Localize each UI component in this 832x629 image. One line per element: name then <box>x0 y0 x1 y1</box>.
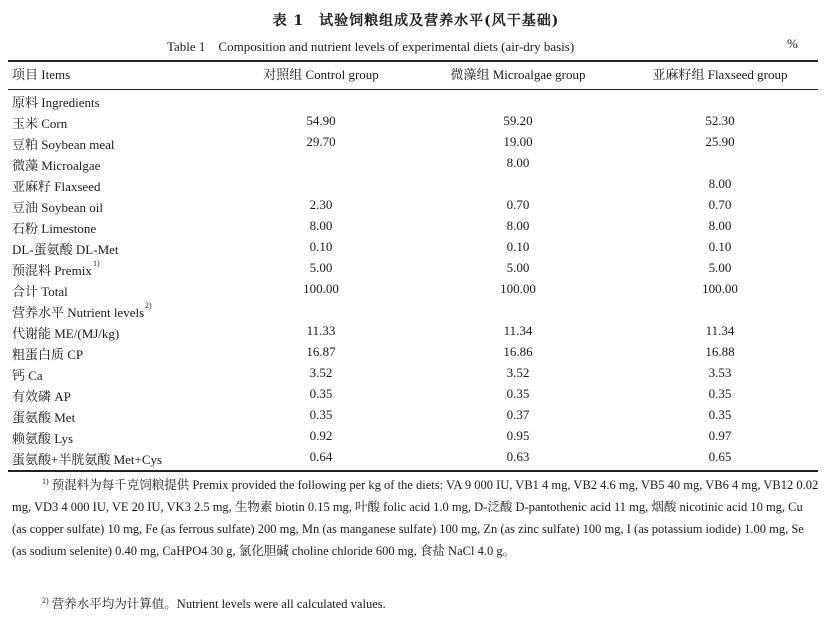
cell-c1: 11.33 <box>306 323 336 338</box>
cell-c1: 54.90 <box>306 113 336 128</box>
cell-c1: 16.87 <box>306 344 336 359</box>
table-row <box>0 176 832 197</box>
cell-c1: 0.64 <box>309 449 333 464</box>
cell-c1: 0.92 <box>309 428 333 443</box>
table-row <box>0 407 832 428</box>
table-row <box>0 365 832 386</box>
cell-c3: 0.35 <box>708 407 732 422</box>
cell-c2: 16.86 <box>503 344 533 359</box>
cell-c1: 100.00 <box>303 281 339 296</box>
header-rule <box>8 89 818 90</box>
cell-c1: 3.52 <box>309 365 333 380</box>
cell-c3: 25.90 <box>705 134 735 149</box>
table-row <box>0 449 832 470</box>
cell-c1: 2.30 <box>309 197 333 212</box>
footnote-1 <box>12 474 820 562</box>
cell-c3: 52.30 <box>705 113 735 128</box>
cell-c2: 0.70 <box>506 197 530 212</box>
table-title-cn: 表 1 试验饲粮组成及营养水平(风干基础) <box>272 13 560 29</box>
cell-c2: 5.00 <box>506 260 530 275</box>
table-title-en: Table 1 Composition and nutrient levels of experimental diets (air-dry basis) <box>167 39 575 54</box>
cell-c3: 0.10 <box>708 239 732 254</box>
cell-c3: 0.70 <box>708 197 732 212</box>
cell-c2: 100.00 <box>500 281 536 296</box>
row-label: 合计 Total <box>12 284 68 299</box>
footnote-1-text: 预混料为每千克饲粮提供 Premix provided the following per kg of the diets: VA 9 000 IU, VB1 4 mg, VB2 4.6 mg, VB5 40 mg, VB6 4 mg, VB12 0.02 mg, VD3 4 000 IU, VE 20 IU, VK3 2.5 mg, 生物素 biotin 0.15 mg, 叶酸 folic acid 1.0 mg, D-泛酸 D-pantothenic acid 11 mg, 烟酸 nicotinic acid 10 mg, Cu (as copper sulfate) 10 mg, Fe (as ferrous sulfate) 200 mg, Mn (as manganese sulfate) 100 mg, Zn (as zinc sulfate) 100 mg, I (as potassium iodide) 1.00 mg, Se (as sodium selenite) 0.40 mg, CaHPO4 30 g, 氯化胆碱 choline chloride 600 mg, 食盐 NaCl 4.0 g。 <box>12 478 819 558</box>
row-label: 预混料 Premix <box>12 263 92 278</box>
cell-c2: 0.35 <box>506 386 530 401</box>
cell-c2: 59.20 <box>503 113 533 128</box>
row-label: 赖氨酸 Lys <box>12 431 74 446</box>
header-items: 项目 Items <box>12 67 71 82</box>
table-row <box>0 155 832 176</box>
cell-c3: 5.00 <box>708 260 732 275</box>
cell-c1: 5.00 <box>309 260 333 275</box>
cell-c2: 0.95 <box>506 428 530 443</box>
row-label: 微藻 Microalgae <box>12 158 101 173</box>
cell-c2: 0.10 <box>506 239 530 254</box>
table-row <box>0 113 832 134</box>
cell-c3: 100.00 <box>702 281 738 296</box>
row-label: 原料 Ingredients <box>12 95 100 110</box>
table-row: 预混料 Premix 1) 5.00 5.00 5.00 <box>0 260 832 281</box>
table-row <box>0 323 832 344</box>
cell-c1: 0.35 <box>309 386 333 401</box>
row-label: 蛋氨酸+半胱氨酸 Met+Cys <box>12 452 163 467</box>
cell-c3: 0.97 <box>708 428 732 443</box>
row-label: 豆粕 Soybean meal <box>12 137 115 152</box>
table-row <box>0 92 832 113</box>
cell-c2: 8.00 <box>506 218 530 233</box>
cell-c1: 8.00 <box>309 218 333 233</box>
row-label: 有效磷 AP <box>12 389 71 404</box>
footnote-2 <box>42 593 832 615</box>
top-rule <box>8 60 818 62</box>
table-row <box>0 134 832 155</box>
cell-c2: 0.37 <box>506 407 530 422</box>
table-row: 营养水平 Nutrient levels 2) <box>12 301 152 320</box>
cell-c2: 0.63 <box>506 449 530 464</box>
cell-c3: 0.35 <box>708 386 732 401</box>
row-label: 石粉 Limestone <box>12 221 97 236</box>
cell-c1: 0.10 <box>309 239 333 254</box>
table-header <box>0 64 832 85</box>
row-label: DL-蛋氨酸 DL-Met <box>12 242 119 257</box>
table-row <box>0 218 832 239</box>
cell-c3: 8.00 <box>708 218 732 233</box>
table-row <box>0 428 832 449</box>
table-row <box>0 281 832 302</box>
cell-c3: 8.00 <box>708 176 732 191</box>
footnote-2-mark: 2) <box>42 595 49 605</box>
cell-c1: 29.70 <box>306 134 336 149</box>
cell-c2: 8.00 <box>506 155 530 170</box>
table-row <box>0 386 832 407</box>
row-label: 粗蛋白质 CP <box>12 347 84 362</box>
table-row <box>0 344 832 365</box>
row-label: 代谢能 ME/(MJ/kg) <box>12 326 120 341</box>
cell-c1: 0.35 <box>309 407 333 422</box>
table-row <box>0 239 832 260</box>
bottom-rule <box>8 470 818 472</box>
footnote-2-text: 营养水平均为计算值。Nutrient levels were all calculated values. <box>51 597 386 611</box>
row-label: 蛋氨酸 Met <box>12 410 76 425</box>
unit-label: % <box>787 36 798 51</box>
cell-c3: 3.53 <box>708 365 732 380</box>
table-row <box>0 197 832 218</box>
cell-c3: 16.88 <box>705 344 735 359</box>
row-label: 豆油 Soybean oil <box>12 200 103 215</box>
cell-c3: 0.65 <box>708 449 732 464</box>
footnote-1-mark: 1) <box>42 476 49 486</box>
header-microalgae: 微藻组 Microalgae group <box>450 67 586 82</box>
row-label: 玉米 Corn <box>12 116 68 131</box>
cell-c2: 19.00 <box>503 134 533 149</box>
cell-c2: 11.34 <box>503 323 533 338</box>
header-control: 对照组 Control group <box>263 67 379 82</box>
row-label: 亚麻籽 Flaxseed <box>12 179 101 194</box>
cell-c2: 3.52 <box>506 365 530 380</box>
row-label: 营养水平 Nutrient levels <box>12 305 145 320</box>
cell-c3: 11.34 <box>705 323 735 338</box>
header-flaxseed: 亚麻籽组 Flaxseed group <box>652 67 788 82</box>
row-label: 钙 Ca <box>12 368 43 383</box>
